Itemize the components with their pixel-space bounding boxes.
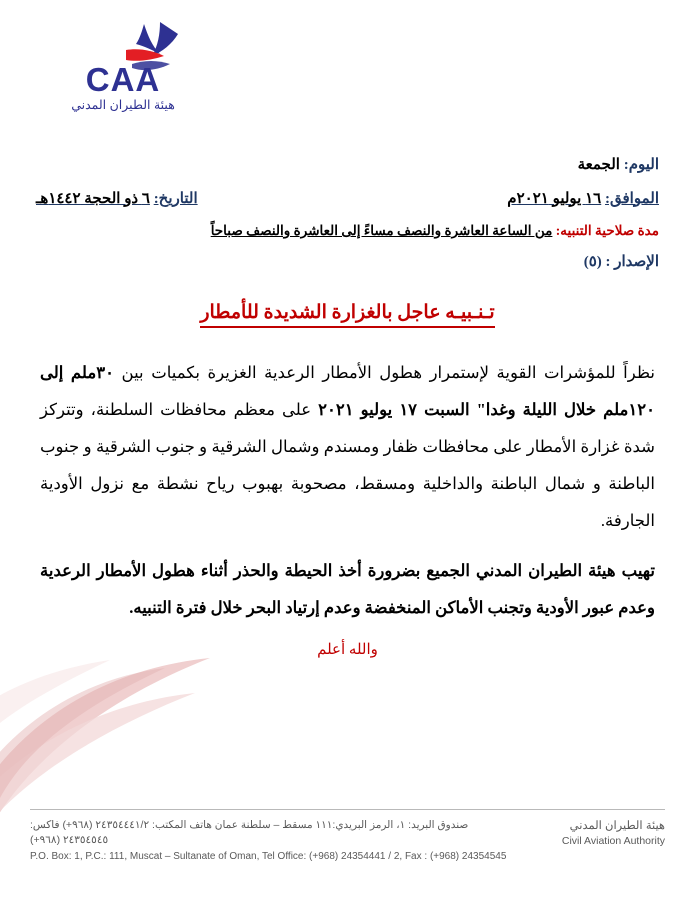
footer-brand xyxy=(515,818,665,850)
logo-text-en: CAA xyxy=(85,61,161,98)
closing-phrase: والله أعلم xyxy=(317,642,378,659)
footer-divider xyxy=(30,809,665,810)
day-label: اليوم: xyxy=(623,157,659,173)
gregorian-value: ١٦ يوليو ٢٠٢١م xyxy=(507,190,602,207)
logo-text-ar: هيئة الطيران المدني xyxy=(71,98,175,113)
forecast-segment-1: نظراً للمؤشرات القوية لإستمرار هطول الأمطار الرعدية الغزيرة بكميات بين xyxy=(113,362,655,382)
document-body xyxy=(40,354,655,626)
document-header xyxy=(0,0,695,130)
footer-brand-ar: هيئة الطيران المدني xyxy=(569,819,665,832)
validity-label: مدة صلاحية التنبيه: xyxy=(555,223,659,238)
title-wrap xyxy=(0,301,695,328)
document-meta xyxy=(0,130,695,279)
meta-row-validity xyxy=(36,217,659,245)
meta-row-date xyxy=(36,184,659,216)
issue-value: (٥) xyxy=(583,254,602,271)
gregorian-label: الموافق: xyxy=(604,190,659,207)
meta-row-day xyxy=(36,150,659,182)
logo-block xyxy=(38,20,208,112)
paragraph-forecast xyxy=(40,354,655,540)
meta-row-issue xyxy=(36,247,659,279)
issue-label: الإصدار : xyxy=(605,254,659,271)
page-title: تـنـبيـه عاجل بالغزارة الشديدة للأمطار xyxy=(200,301,494,328)
date-value: ٦ ذو الحجة ١٤٤٢هـ xyxy=(36,190,150,207)
paragraph-warning: تهيب هيئة الطيران المدني الجميع بضرورة أخذ الحيطة والحذر أثناء هطول الأمطار الرعدية وعدم عبور الأودية وتجنب الأماكن المنخفضة وعدم إرتياد البحر خلال فترة التنبيه. xyxy=(40,561,655,617)
gregorian-date-group xyxy=(507,184,659,216)
validity-value: من الساعة العاشرة والنصف مساءً إلى العاشرة والنصف صباحاً xyxy=(210,223,553,238)
day-value: الجمعة xyxy=(577,157,620,173)
forecast-segment-3: على معظم محافظات السلطنة، وتتركز شدة غزارة الأمطار على محافظات ظفار ومسندم وشمال الشرقية و جنوب الشرقية و جنوب الباطنة و شمال الباطنة والداخلية ومسقط، مصحوبة بهبوب رياح نشطة مع نزول الأودية الجارفة. xyxy=(40,399,655,531)
footer-contact-ar: صندوق البريد: ١، الرمز البريدي:١١١ مسقط – سلطنة عمان هاتف المكتب: ٢٤٣٥٤٤٤١/٢ (٩٦٨+) فاكس: ٢٤٣٥٤٥٤٥ (٩٦٨+) xyxy=(30,818,469,847)
document-footer xyxy=(0,809,695,865)
footer-brand-en: Civil Aviation Authority xyxy=(561,835,665,848)
hijri-date-group xyxy=(36,184,198,216)
forecast-segment-2: ٣٠ملم إلى ١٢٠ملم خلال الليلة وغدا" السبت ١٧ يوليو ٢٠٢١ xyxy=(40,362,655,419)
footer-contact xyxy=(30,818,515,865)
footer-contact-en: P.O. Box: 1, P.C.: 111, Muscat – Sultanate of Oman, Tel Office: (+968) 24354441 / 2, Fax : (+968) 24354545 xyxy=(30,851,507,862)
date-label: التاريخ: xyxy=(153,190,198,207)
